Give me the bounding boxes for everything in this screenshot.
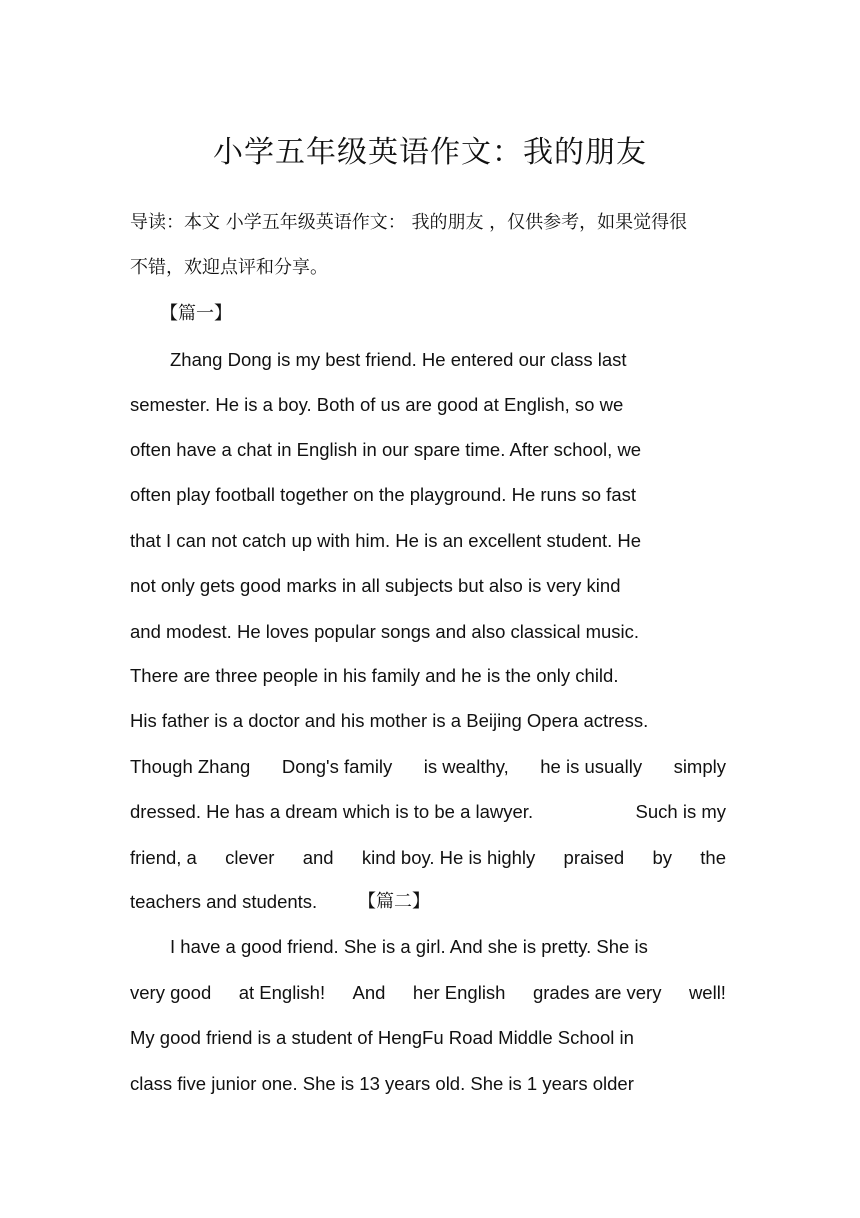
word-group: Though Zhang [130, 756, 251, 777]
document-title: 小学五年级英语作文：我的朋友 [213, 135, 647, 170]
word-group: the [700, 847, 726, 868]
paragraph-line: teachers and students. [130, 891, 318, 912]
word-group: at English! [238, 982, 326, 1003]
section-heading-1: 【篇一】 [160, 303, 232, 324]
paragraph-line: not only gets good marks in all subjects but also is very kind [130, 575, 621, 596]
word-group: well! [688, 982, 726, 1003]
paragraph-line-justified [130, 756, 726, 778]
paragraph-line: often have a chat in English in our spare time. After school, we [130, 439, 642, 460]
word-group: is wealthy, [423, 756, 509, 777]
paragraph-line: Zhang Dong is my best friend. He entered our class last [170, 349, 627, 370]
word-group: dressed. He has a dream which is to be a lawyer. [130, 801, 534, 822]
word-group: and [302, 847, 334, 868]
paragraph-line: I have a good friend. She is a girl. And she is pretty. She is [170, 936, 648, 957]
word-group: Such is my [635, 801, 726, 822]
word-group: clever [225, 847, 275, 868]
word-group: praised [563, 847, 625, 868]
intro-line-2: 不错，欢迎点评和分享。 [130, 257, 328, 278]
word-group: he is usually [540, 756, 643, 777]
paragraph-line: often play football together on the playground. He runs so fast [130, 484, 636, 505]
word-group: simply [673, 756, 726, 777]
paragraph-line: semester. He is a boy. Both of us are good at English, so we [130, 394, 624, 415]
word-group: Dong's family [281, 756, 393, 777]
word-group: grades are very [532, 982, 662, 1003]
word-group: And [352, 982, 386, 1003]
word-group: very good [130, 982, 212, 1003]
paragraph-line: His father is a doctor and his mother is a Beijing Opera actress. [130, 710, 649, 731]
word-group: kind boy. He is highly [361, 847, 536, 868]
paragraph-line-justified [130, 847, 726, 869]
paragraph-line: and modest. He loves popular songs and also classical music. [130, 621, 640, 642]
word-group: her English [412, 982, 506, 1003]
paragraph-line: There are three people in his family and he is the only child. [130, 665, 619, 686]
paragraph-line: My good friend is a student of HengFu Road Middle School in [130, 1027, 634, 1048]
intro-line-1: 导读：本文 小学五年级英语作文： 我的朋友 ，仅供参考，如果觉得很 [130, 212, 688, 233]
section-heading-2: 【篇二】 [358, 891, 430, 912]
paragraph-line-justified [130, 801, 726, 823]
paragraph-line-justified [130, 982, 726, 1004]
word-group: by [652, 847, 673, 868]
paragraph-line: class five junior one. She is 13 years old. She is 1 years older [130, 1073, 634, 1094]
paragraph-line: that I can not catch up with him. He is an excellent student. He [130, 530, 642, 551]
word-group: friend, a [130, 847, 197, 868]
